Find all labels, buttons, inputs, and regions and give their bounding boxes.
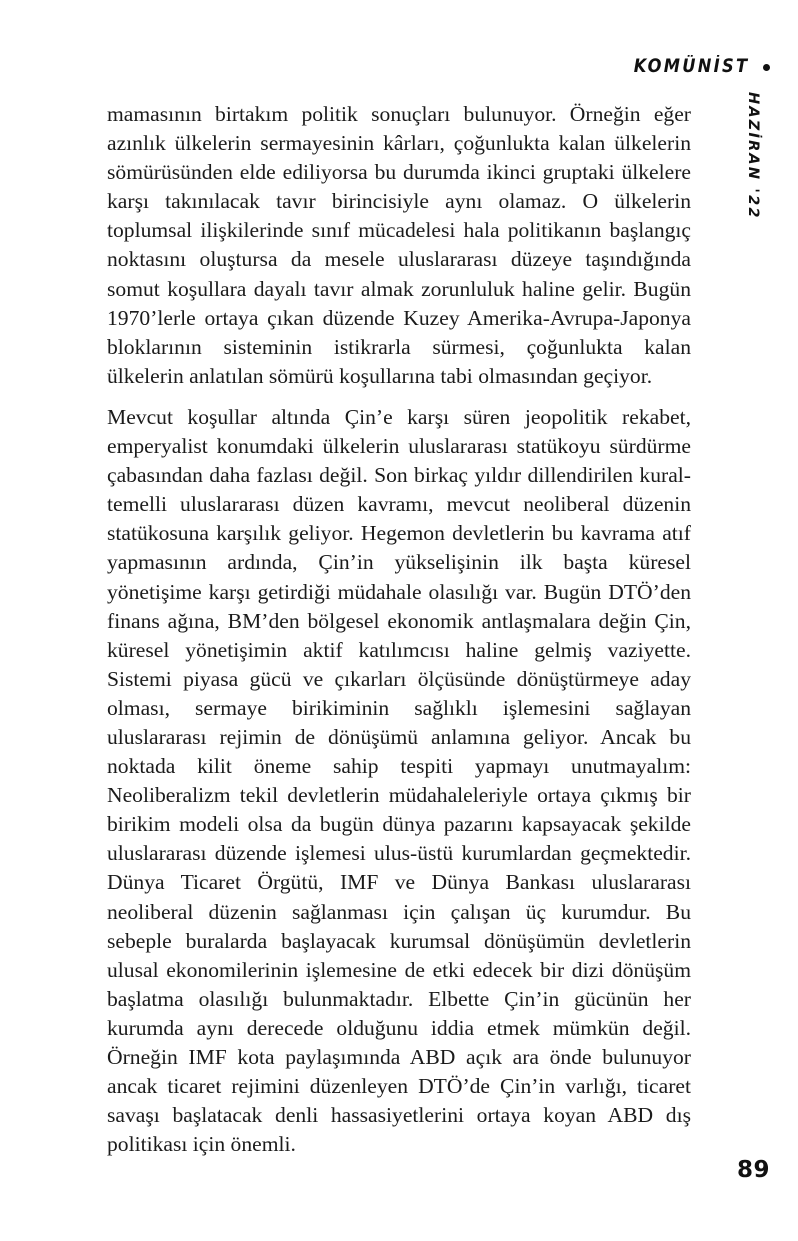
- issue-date-label: HAZİRAN '22: [745, 92, 761, 220]
- body-paragraph: Mevcut koşullar altında Çin’e karşı süren jeopolitik rekabet, emperyalist konumdaki ülkelerin uluslararası statükoyu sürdürme çabasından daha fazlası değil. Son birkaç yıldır dillendirilen kural-temelli uluslararası düzen kavramı, mevcut neoliberal düzenin statükosuna karşılık geliyor. Hegemon devletlerin bu kavrama atıf yapmasının ardında, Çin’in yükselişinin ilk başta küresel yönetişime karşı getirdiği müdahale olasılığı var. Bugün DTÖ’den finans ağına, BM’den bölgesel ekonomik antlaşmalara değin Çin, küresel yönetişimin aktif katılımcısı haline gelmiş vaziyette. Sistemi piyasa gücü ve çıkarları ölçüsünde dönüştürmeye aday olması, sermaye birikiminin sağlıklı işlemesini sağlayan uluslararası rejimin de dönüşümü anlamına geliyor. Ancak bu noktada kilit öneme sahip tespiti yapmayı unutmayalım: Neoliberalizm tekil devletlerin müdahaleleriyle ortaya çıkmış bir birikim modeli olsa da bugün dünya pazarını kapsayacak şekilde uluslararası düzende işlemesi ulus-üstü kurumlardan geçmektedir. Dünya Ticaret Örgütü, IMF ve Dünya Bankası uluslararası neoliberal düzenin sağlanması için çalışan üç kurumdur. Bu sebeple buralarda başlayacak kurumsal dönüşümün devletlerin ulusal ekonomilerinin işlemesine de etki edecek bir dizi dönüşüm başlatma olasılığı bulunmaktadır. Elbette Çin’in gücünün her kurumda aynı derecede olduğunu iddia etmek mümkün değil. Örneğin IMF kota paylaşımında ABD açık ara önde bulunuyor ancak ticaret rejimini düzenleyen DTÖ’de Çin’in varlığı, ticaret savaşı başlatacak denli hassasiyetlerini ortaya koyan ABD dış politikası için önemli.: [107, 404, 691, 1157]
- page-number: 89: [736, 1157, 770, 1183]
- running-head-title: KOMÜNİST: [633, 56, 749, 77]
- running-head: [618, 56, 770, 77]
- body-paragraph: mamasının birtakım politik sonuçları bulunuyor. Örneğin eğer azınlık ülkelerin sermayesinin kârları, çoğunlukta kalan ülkelerin sömürüsünden elde ediliyorsa bu durumda ikinci gruptaki ülkelere karşı takınılacak tavır birincisiyle aynı olamaz. O ülkelerin toplumsal ilişkilerinde sınıf mücadelesi hala politikanın başlangıç noktasını oluştursa da mesele uluslararası düzeye taşındığında somut koşullara dayalı tavır almak zorunluluk haline gelir. Bugün 1970’lerle ortaya çıkan düzende Kuzey Amerika-Avrupa-Japonya bloklarının sisteminin istikrarla sürmesi, çoğunlukta kalan ülkelerin anlatılan sömürü koşullarına tabi olmasından geçiyor.: [107, 102, 691, 388]
- bullet-dot-icon: [763, 64, 770, 71]
- body-text-column: [107, 100, 691, 1159]
